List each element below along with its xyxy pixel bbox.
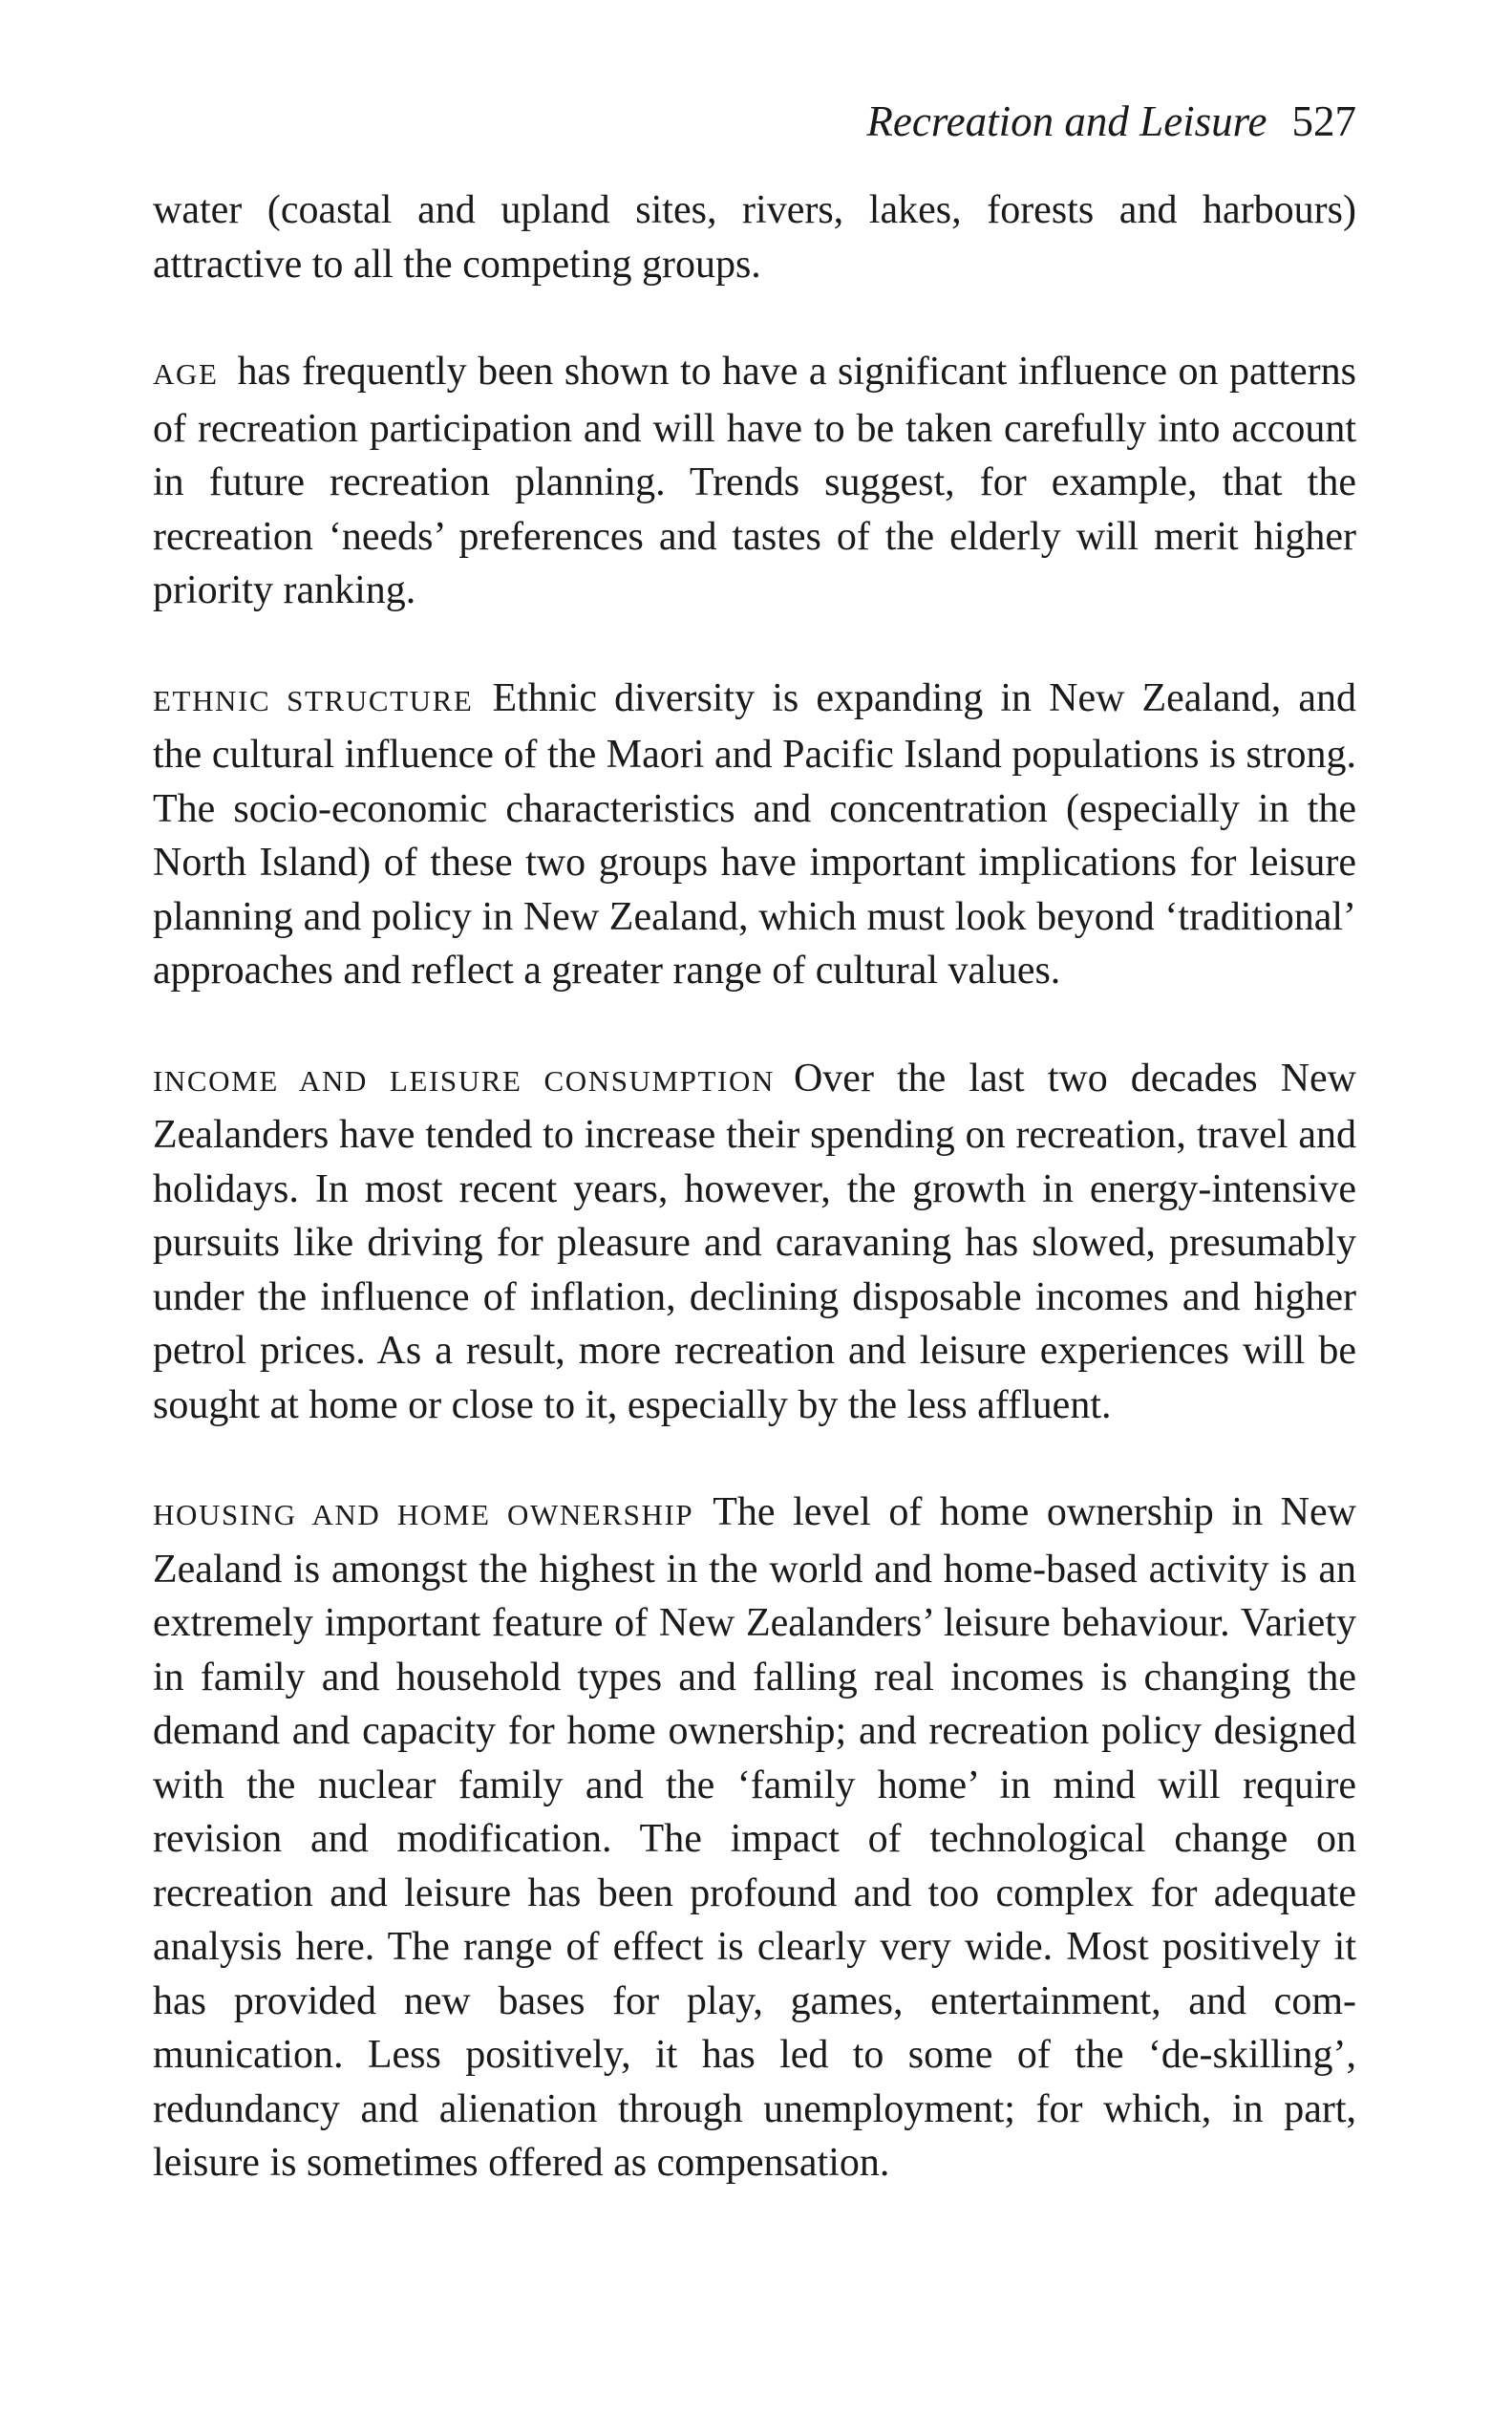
running-head xyxy=(866,96,1356,147)
paragraph-heading: INCOME AND LEISURE CONSUMPTION xyxy=(153,1063,775,1098)
paragraph-age xyxy=(153,345,1356,618)
body-text xyxy=(153,183,1356,2244)
paragraph-housing xyxy=(153,1485,1356,2191)
paragraph-ethnic-structure xyxy=(153,672,1356,998)
page-number: 527 xyxy=(1291,97,1356,145)
paragraph-continuation xyxy=(153,183,1356,291)
running-head-title: Recreation and Leisure xyxy=(866,97,1267,145)
paragraph-income-leisure xyxy=(153,1052,1356,1433)
paragraph-text: Ethnic diversity is expanding in New Zealand, and the cultural influence of the Maori and Pacific Island populations is strong. The socio-economic characteristics and concentration (especially in the North Island) of these two groups have important implications for leisure planning and policy in New Zealand, which must look beyond ‘traditional’ approaches and reflect a greater range of cultural values. xyxy=(153,675,1356,993)
paragraph-heading: ETHNIC STRUCTURE xyxy=(153,683,474,717)
paragraph-text: The level of home ownership in New Zealand is amongst the highest in the world and home-based activity is an extremely important feature of New Zealanders’ leisure behaviour. Variety in family and household types and falling real incomes is changing the demand and capacity for home ownership; and recreation policy designed with the nuclear family and the ‘family home’ in mind will require revision and modification. The impact of technological change on recreation and leisure has been profound and too complex for adequate analysis here. The range of effect is clearly very wide. Most positively it has provided new bases for play, games, entertainment, and communication. Less positively, it has led to some of the ‘de-skilling’, redundancy and alienation through unemployment; for which, in part, leisure is sometimes offered as compensation. xyxy=(153,1490,1356,2185)
paragraph-text: Over the last two decades New Zealanders have tended to increase their spending on recreation, travel and holidays. In most recent years, however, the growth in energy-intensive pursuits like driving for pleasure and caravaning has slowed, presumably under the influence of inflation, declining disposable incomes and higher petrol prices. As a result, more recreation and leisure experiences will be sought at home or close to it, especially by the less affluent. xyxy=(153,1056,1356,1427)
paragraph-heading: HOUSING AND HOME OWNERSHIP xyxy=(153,1498,694,1531)
paragraph-text: water (coastal and upland sites, rivers, lakes, forests and harbours) attractive to all the competing groups. xyxy=(153,188,1356,287)
paragraph-heading: AGE xyxy=(153,357,219,391)
paragraph-text: has frequently been shown to have a significant influence on patterns of recreation participation and will have to be taken carefully into account in future recreation planning. Trends suggest, for example, that the recreation ‘needs’ preferences and tastes of the elderly will merit higher priority ranking. xyxy=(153,350,1356,612)
